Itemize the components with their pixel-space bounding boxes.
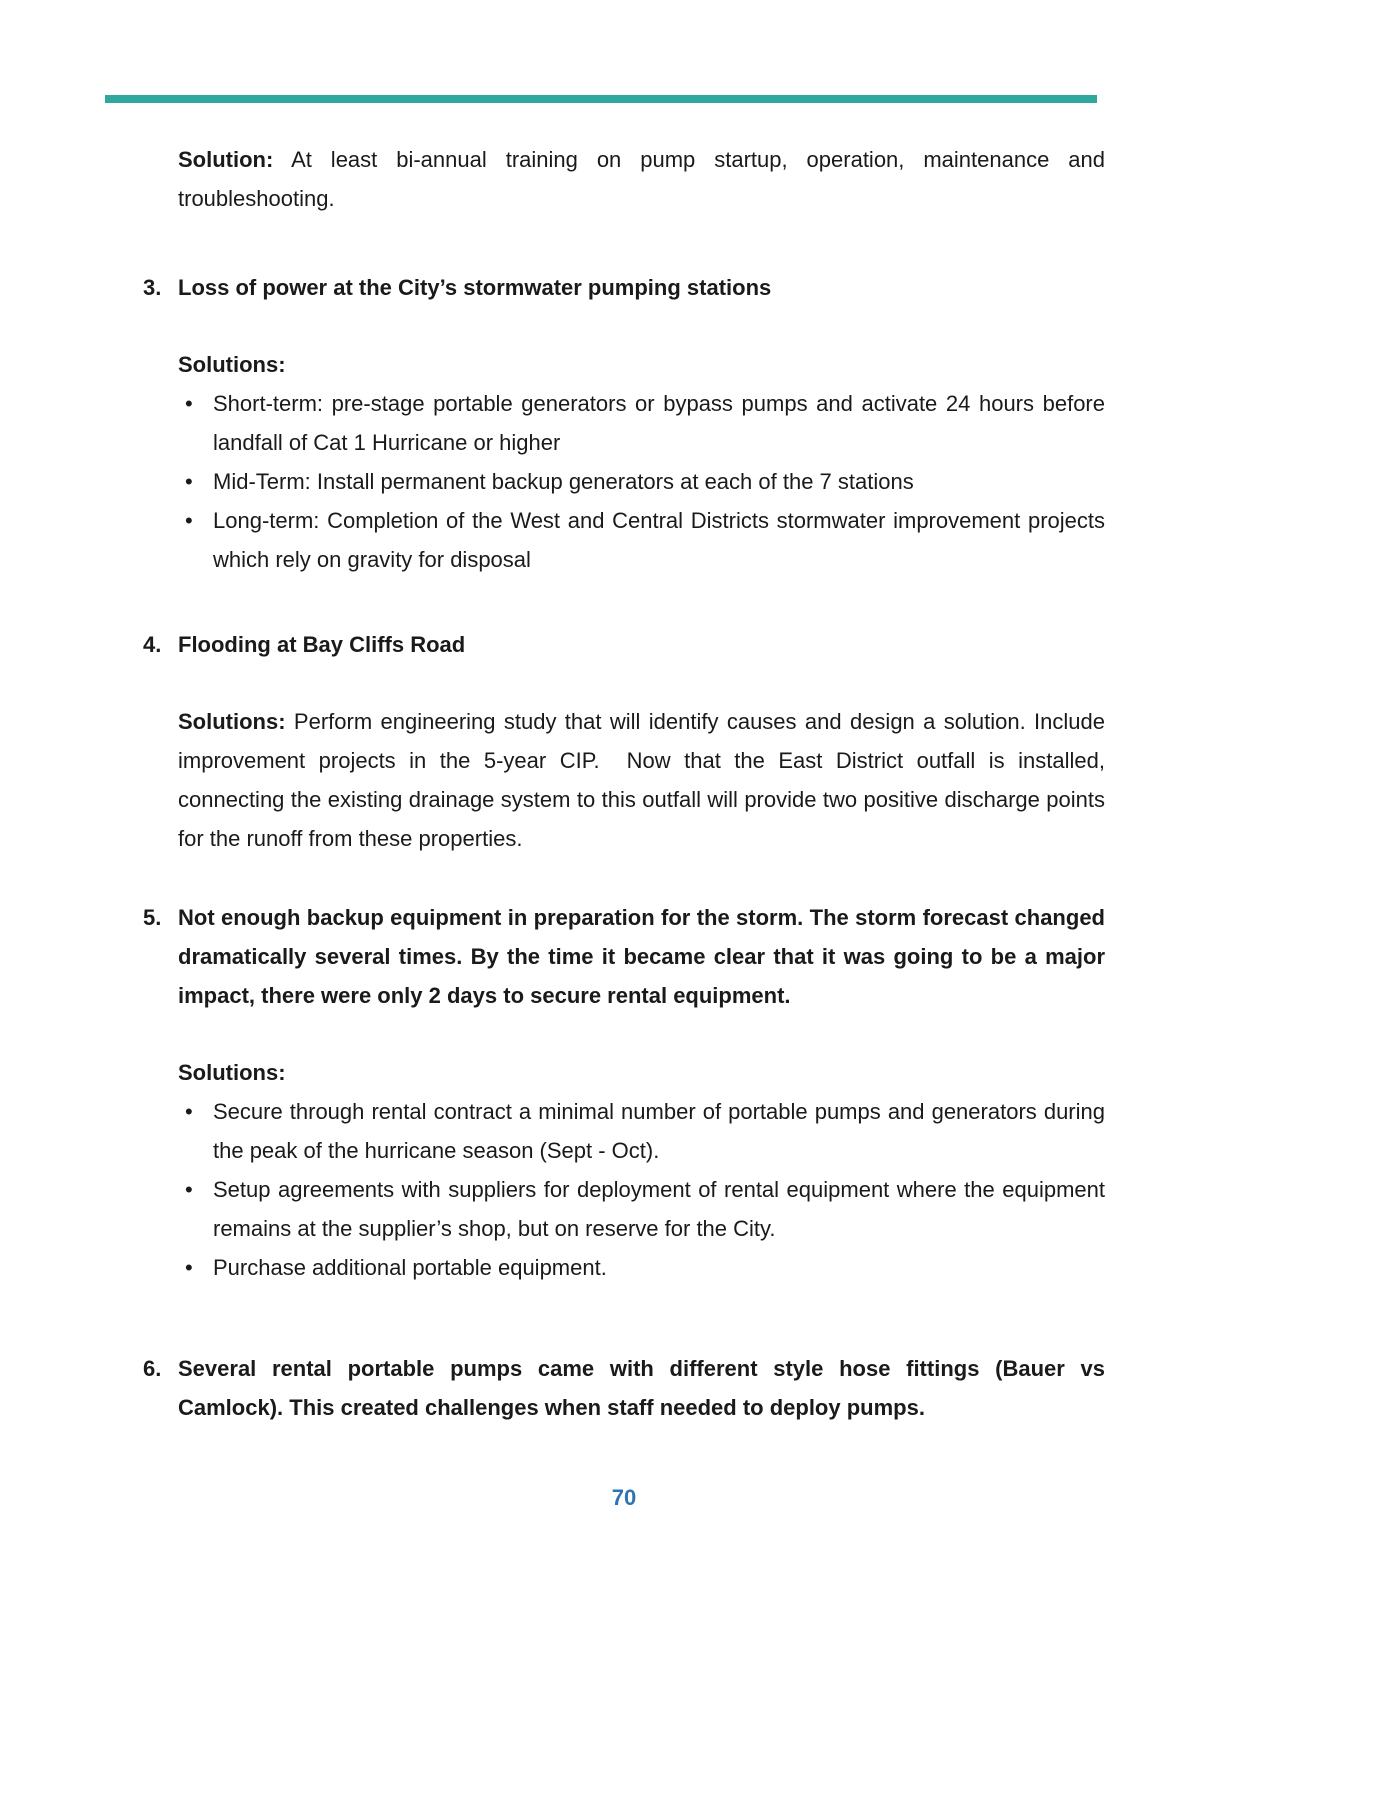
solution-paragraph-2: [178, 140, 1105, 218]
list-item-text: Setup agreements with suppliers for deployment of rental equipment where the equipment remains at the supplier’s shop, but on reserve for the City.: [213, 1177, 1105, 1241]
list-item-text: Long-term: Completion of the West and Central Districts stormwater improvement projects which rely on gravity for disposal: [213, 508, 1105, 572]
bullet-icon: •: [185, 508, 193, 533]
bullet-icon: •: [185, 1099, 193, 1124]
list-item: [178, 1248, 1105, 1287]
numbered-item-6: [143, 1349, 1105, 1427]
item-4-heading: [143, 625, 1105, 664]
item-4-solutions-paragraph: [178, 702, 1105, 858]
item-5-heading: [143, 898, 1105, 1015]
item-4-title: Flooding at Bay Cliffs Road: [178, 632, 466, 657]
list-item-text: Short-term: pre-stage portable generators or bypass pumps and activate 24 hours before landfall of Cat 1 Hurricane or higher: [213, 391, 1105, 455]
solutions-text: Perform engineering study that will identify causes and design a solution. Include improvement projects in the 5-year CIP. Now that the East District outfall is installed, connecting the existing drainage system to this outfall will provide two positive discharge points for the runoff from these properties.: [178, 709, 1105, 851]
bullet-icon: •: [185, 1255, 193, 1280]
item-3-bullet-list: [178, 384, 1105, 579]
bullet-icon: •: [185, 1177, 193, 1202]
solution-lead-label: Solution:: [178, 147, 274, 172]
page-number: 70: [611, 1485, 637, 1510]
list-item: [178, 1092, 1105, 1170]
solution-text: At least bi-annual training on pump startup, operation, maintenance and troubleshooting.: [178, 147, 1105, 211]
list-item: [178, 384, 1105, 462]
item-3-heading: [143, 268, 1105, 307]
item-5-bullet-list: [178, 1092, 1105, 1287]
item-5-solutions-label: Solutions:: [178, 1060, 286, 1085]
item-3-title: Loss of power at the City’s stormwater pumping stations: [178, 275, 772, 300]
list-item: [178, 501, 1105, 579]
document-body: [143, 140, 1105, 1427]
item-6-heading: [143, 1349, 1105, 1427]
list-item-text: Purchase additional portable equipment.: [213, 1255, 607, 1280]
list-item-text: Mid-Term: Install permanent backup generators at each of the 7 stations: [213, 469, 914, 494]
numbered-item-5: [143, 898, 1105, 1287]
item-6-number: 6.: [143, 1356, 162, 1381]
solutions-lead-label: Solutions:: [178, 709, 286, 734]
item-3-number: 3.: [143, 275, 162, 300]
bullet-icon: •: [185, 469, 193, 494]
header-rule: [105, 95, 1097, 103]
bullet-icon: •: [185, 391, 193, 416]
list-item-text: Secure through rental contract a minimal number of portable pumps and generators during the peak of the hurricane season (Sept - Oct).: [213, 1099, 1105, 1163]
item-5-title: Not enough backup equipment in preparation for the storm. The storm forecast changed dramatically several times. By the time it became clear that it was going to be a major impact, there were only 2 days to secure rental equipment.: [178, 905, 1105, 1008]
item-6-title: Several rental portable pumps came with different style hose fittings (Bauer vs Camlock). This created challenges when staff needed to deploy pumps.: [178, 1356, 1105, 1420]
item-4-number: 4.: [143, 632, 162, 657]
numbered-item-3: [143, 268, 1105, 579]
numbered-item-4: [143, 625, 1105, 858]
list-item: [178, 462, 1105, 501]
item-5-number: 5.: [143, 905, 162, 930]
list-item: [178, 1170, 1105, 1248]
item-3-solutions-label: Solutions:: [178, 352, 286, 377]
